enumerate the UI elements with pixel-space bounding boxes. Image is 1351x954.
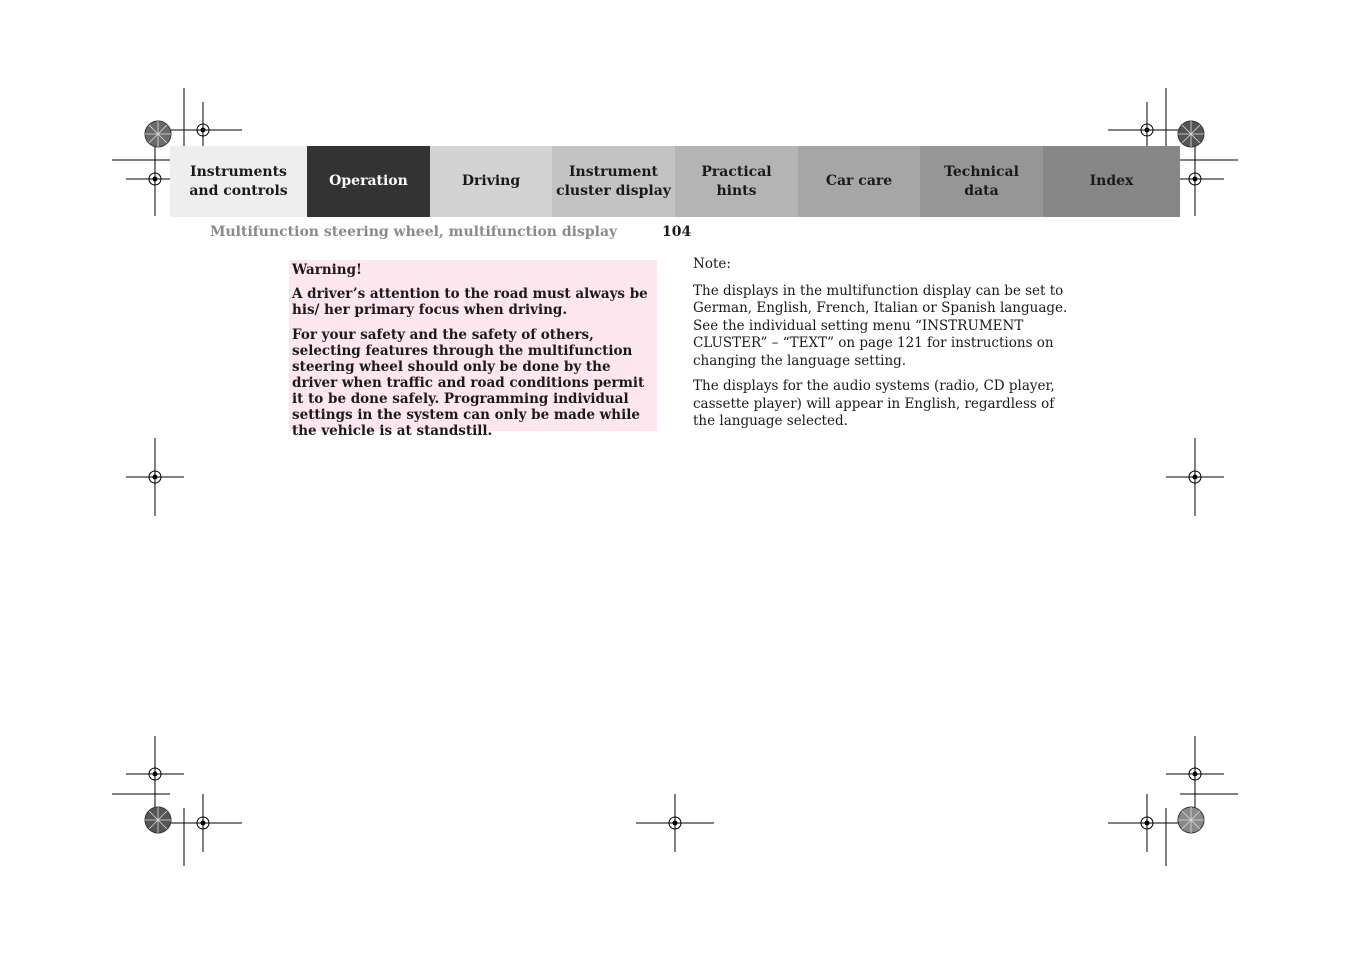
tab-operation[interactable]: [307, 146, 430, 217]
warning-paragraph: A driver’s attention to the road must always be his/ her primary focus when driving.: [292, 286, 648, 318]
tab-label: Instrument cluster display: [556, 163, 671, 199]
tab-label: Index: [1089, 173, 1134, 189]
tab-instrument-cluster-display[interactable]: [552, 146, 675, 217]
tab-label: Car care: [825, 173, 893, 189]
tab-practical-hints[interactable]: [675, 146, 798, 217]
tab-label: Instruments and controls: [189, 163, 288, 199]
tab-label: Driving: [461, 173, 521, 189]
tab-instruments-and-controls[interactable]: [170, 146, 307, 217]
chapter-tab-bar: [170, 146, 1180, 217]
note-title: Note:: [693, 256, 731, 272]
note-section: [693, 256, 1073, 439]
tab-technical-data[interactable]: [920, 146, 1043, 217]
section-title: Multifunction steering wheel, multifunction display: [210, 224, 618, 240]
tab-car-care[interactable]: [798, 146, 920, 217]
tab-label: Practical hints: [701, 163, 772, 199]
page-number: 104: [662, 224, 692, 240]
warning-title: Warning!: [292, 262, 362, 278]
warning-paragraph: For your safety and the safety of others, selecting features through the multifunction steering wheel should only be done by the driver when traffic and road conditions permit it to be done safely. Programming individual settings in the system can only be made while the vehicle is at standstill.: [292, 327, 645, 439]
tab-index[interactable]: [1043, 146, 1180, 217]
tab-label: Technical data: [944, 163, 1019, 199]
note-paragraph: The displays in the multifunction display can be set to German, English, French, Italian or Spanish language. See the individual setting menu “INSTRUMENT CLUSTER” – “TEXT” on page 121 for instructions on changing the language setting.: [693, 282, 1068, 369]
note-paragraph: The displays for the audio systems (radio, CD player, cassette player) will appear in English, regardless of the language selected.: [693, 378, 1055, 429]
warning-box: [289, 260, 657, 439]
tab-label: Operation: [329, 173, 408, 189]
tab-driving[interactable]: [430, 146, 552, 217]
